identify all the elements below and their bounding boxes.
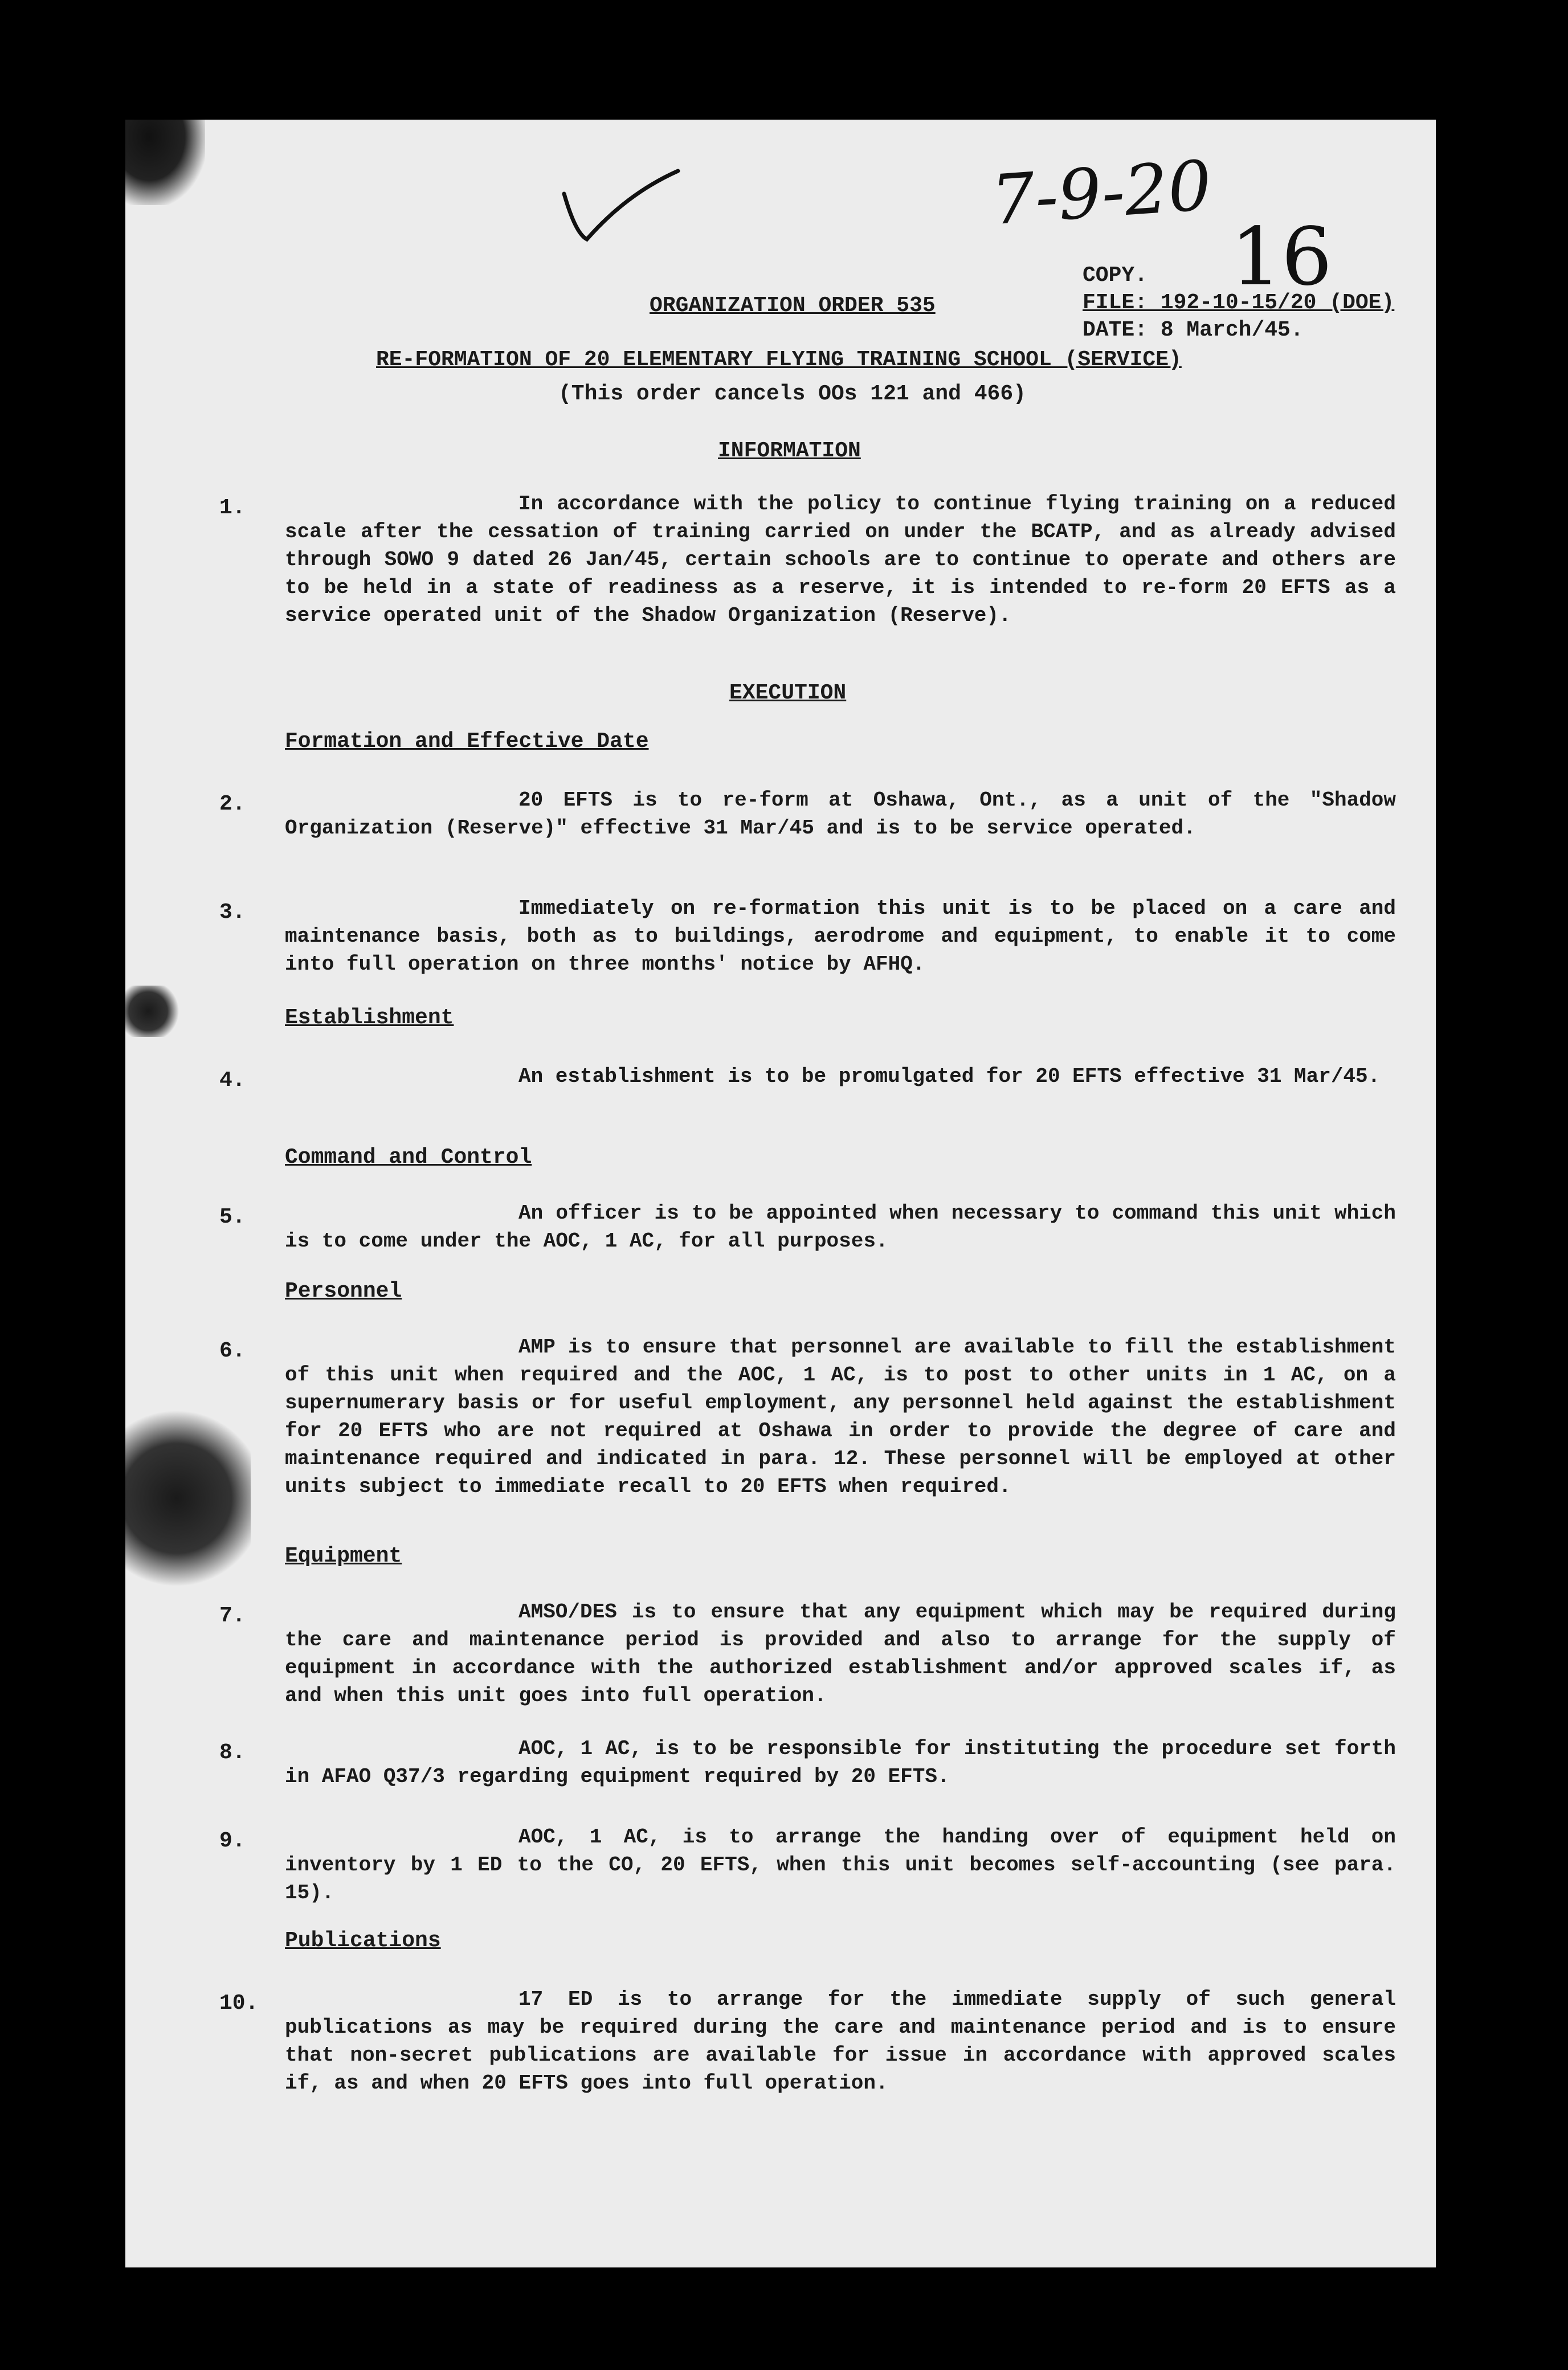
- subheading-establishment: Establishment: [285, 1006, 454, 1030]
- paragraph-number: 10.: [219, 1991, 259, 2016]
- paragraph-text: AOC, 1 AC, is to be responsible for instituting the procedure set forth in AFAO Q37/3 regarding equipment required by 20 EFTS.: [285, 1737, 1396, 1788]
- paragraph-text: 17 ED is to arrange for the immediate supply of such general publications as may be required during the care and maintenance period and is to ensure that non-secret publications are available for issue in accordance with approved scales if, as and when 20 EFTS goes into full operation.: [285, 1988, 1396, 2095]
- subheading-personnel: Personnel: [285, 1279, 402, 1304]
- handwritten-copy-number: 16: [1231, 211, 1333, 304]
- check-mark-icon: [558, 160, 684, 251]
- paragraph-number: 3.: [219, 900, 246, 925]
- document-title: ORGANIZATION ORDER 535: [650, 293, 936, 318]
- document-date: DATE: 8 March/45.: [1083, 318, 1304, 342]
- paragraph-number: 1.: [219, 496, 246, 520]
- paragraph-text: An officer is to be appointed when necessary to command this unit which is to come under the AOC, 1 AC, for all purposes.: [285, 1202, 1396, 1253]
- paragraph-number: 2.: [219, 792, 246, 816]
- paragraph-text: AOC, 1 AC, is to arrange the handing over of equipment held on inventory by 1 ED to the CO, 20 EFTS, when this unit becomes self-accounting (see para. 15).: [285, 1825, 1396, 1905]
- subheading-publications: Publications: [285, 1928, 441, 1953]
- page-damage: [125, 986, 182, 1037]
- subheading-equipment: Equipment: [285, 1544, 402, 1568]
- paragraph-text: An establishment is to be promulgated for 20 EFTS effective 31 Mar/45.: [518, 1065, 1381, 1088]
- subheading-formation: Formation and Effective Date: [285, 729, 649, 754]
- heading-execution: EXECUTION: [729, 681, 847, 705]
- paragraph-number: 4.: [219, 1068, 246, 1093]
- paragraph-text: Immediately on re-formation this unit is to be placed on a care and maintenance basis, both as to buildings, aerodrome and equipment, to enable it to come into full operation on three months' notice by AFHQ.: [285, 897, 1396, 976]
- paragraph-number: 6.: [219, 1339, 246, 1363]
- file-reference: FILE: 192-10-15/20 (DOE): [1083, 291, 1395, 315]
- paragraph-number: 7.: [219, 1604, 246, 1628]
- paragraph-text: AMP is to ensure that personnel are available to fill the establishment of this unit when required and the AOC, 1 AC, is to post to other units in 1 AC, on a supernumerary basis or for useful employment, any personnel held against the establishment for 20 EFTS who are not required at Oshawa in order to provide the degree of care and maintenance required and indicated in para. 12. These personnel will be employed at other units subject to immediate recall to 20 EFTS when required.: [285, 1335, 1396, 1498]
- heading-information: INFORMATION: [718, 439, 861, 463]
- paragraph-text: 20 EFTS is to re-form at Oshawa, Ont., as a unit of the "Shadow Organization (Reserve)" effective 31 Mar/45 and is to be service operated.: [285, 788, 1396, 840]
- document-page: [125, 120, 1436, 2267]
- paragraph-text: In accordance with the policy to continue flying training on a reduced scale after the cessation of training carried on under the BCATP, and as already advised through SOWO 9 dated 26 Jan/45, certain schools are to continue to operate and others are to be held in a state of readiness as a reserve, it is intended to re-form 20 EFTS as a service operated unit of the Shadow Organization (Reserve).: [285, 492, 1396, 627]
- cancel-note: (This order cancels OOs 121 and 466): [558, 382, 1026, 406]
- file-block: [1083, 262, 1394, 344]
- paragraph-number: 9.: [219, 1829, 246, 1853]
- paragraph-number: 8.: [219, 1740, 246, 1765]
- paragraph-text: AMSO/DES is to ensure that any equipment which may be required during the care and maintenance period is provided and also to arrange for the supply of equipment in accordance with the authorized establishment and/or approved scales if, as and when this unit goes into full operation.: [285, 1600, 1396, 1707]
- document-subject: RE-FORMATION OF 20 ELEMENTARY FLYING TRAINING SCHOOL (SERVICE): [376, 348, 1182, 372]
- subheading-command: Command and Control: [285, 1145, 532, 1170]
- paragraph-number: 5.: [219, 1205, 246, 1229]
- copy-label: COPY.: [1083, 263, 1148, 288]
- torn-corner: [125, 120, 205, 205]
- page-damage: [125, 1401, 251, 1595]
- handwritten-date: 7-9-20: [989, 146, 1214, 241]
